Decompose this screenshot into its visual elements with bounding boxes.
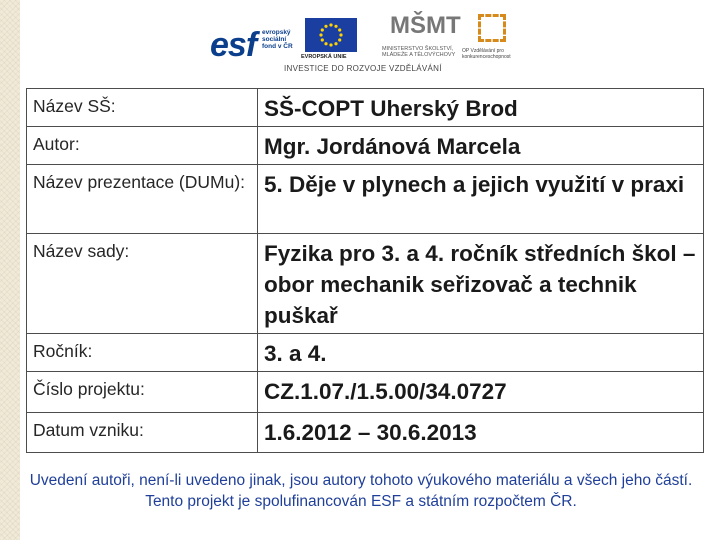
esf-logo-mark: esf <box>210 26 257 64</box>
table-row <box>27 165 704 234</box>
eu-logo-text: EVROPSKÁ UNIE <box>301 54 347 60</box>
msmt-logo <box>382 12 461 66</box>
row-label: Autor: <box>27 127 258 165</box>
row-value: CZ.1.07./1.5.00/34.0727 <box>258 372 704 413</box>
table-row <box>27 234 704 334</box>
table-row <box>27 89 704 127</box>
footer-note: Uvedení autoři, není-li uvedeno jinak, jsou autory tohoto výukového materiálu a všech jeho částí. Tento projekt je spolufinancován ESF a státním rozpočtem ČR. <box>29 472 693 510</box>
op-logo <box>462 12 522 66</box>
esf-logo <box>210 12 302 66</box>
row-label: Datum vzniku: <box>27 413 258 453</box>
table-row <box>27 334 704 372</box>
row-label: Název SŠ: <box>27 89 258 127</box>
info-table <box>26 88 704 453</box>
row-value: 3. a 4. <box>258 334 704 372</box>
eu-logo <box>301 12 363 66</box>
row-value: Mgr. Jordánová Marcela <box>258 127 704 165</box>
row-value: 1.6.2012 – 30.6.2013 <box>258 413 704 453</box>
row-label: Název prezentace (DUMu): <box>27 165 258 234</box>
msmt-logo-mark: MŠMT <box>390 12 461 39</box>
op-logo-text: OP Vzdělávání pro konkurenceschopnost <box>462 48 511 60</box>
row-label: Ročník: <box>27 334 258 372</box>
tagline: INVESTICE DO ROZVOJE VZDĚLÁVÁNÍ <box>284 64 442 73</box>
op-logo-icon <box>478 14 506 42</box>
table-row <box>27 372 704 413</box>
row-value: 5. Děje v plynech a jejich využití v praxi <box>258 165 704 234</box>
row-label: Název sady: <box>27 234 258 334</box>
decorative-side-stripe <box>0 0 20 540</box>
row-value: SŠ-COPT Uherský Brod <box>258 89 704 127</box>
eu-flag-icon <box>305 18 357 52</box>
esf-logo-text: evropský sociální fond v ČR <box>262 29 293 50</box>
row-value: Fyzika pro 3. a 4. ročník středních škol – obor mechanik seřizovač a technik puškař <box>258 234 704 334</box>
row-label: Číslo projektu: <box>27 372 258 413</box>
table-row <box>27 413 704 453</box>
table-row <box>27 127 704 165</box>
msmt-logo-text: MINISTERSTVO ŠKOLSTVÍ, MLÁDEŽE A TĚLOVÝCHOVY <box>382 46 456 58</box>
